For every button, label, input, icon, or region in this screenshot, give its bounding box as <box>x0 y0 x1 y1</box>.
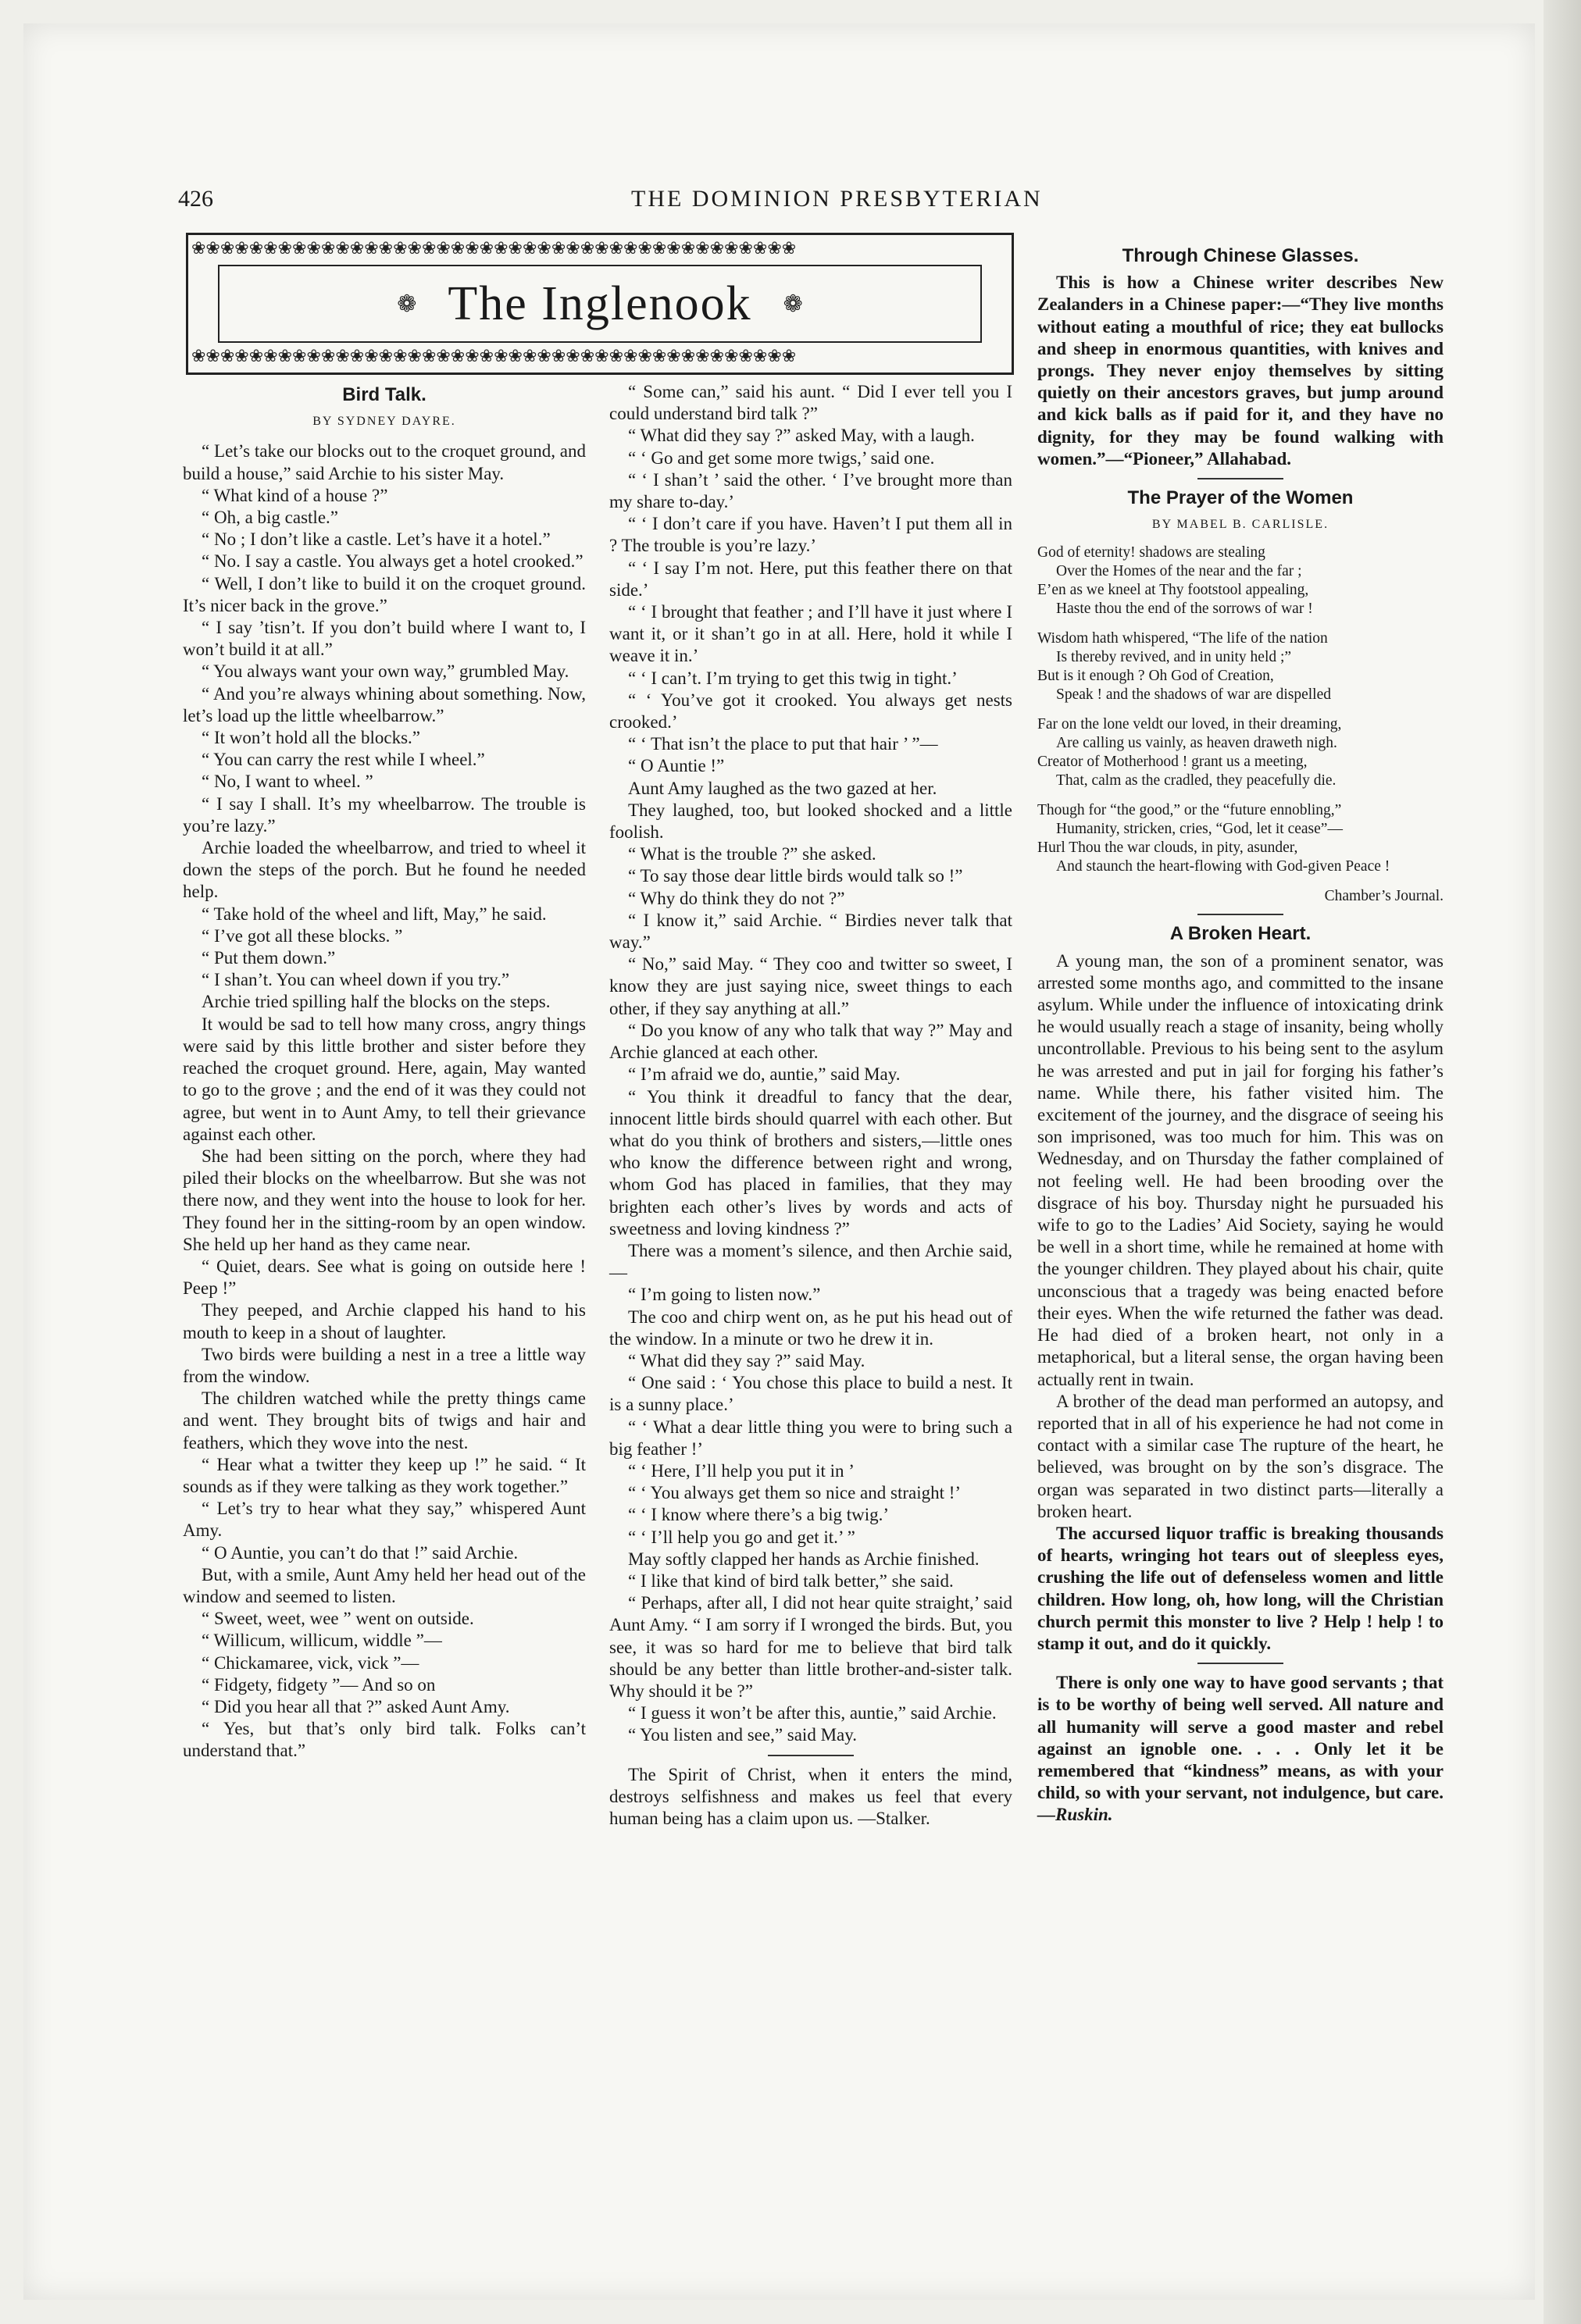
paragraph: “ I’ve got all these blocks. ” <box>202 925 403 946</box>
paragraph: “ It won’t hold all the blocks.” <box>202 728 420 748</box>
page-number: 426 <box>178 186 213 212</box>
spirit-quote: The Spirit of Christ, when it enters the mind, destroys selfishness and makes us feel that every human being has a claim upon us. —Stalker. <box>609 1764 1012 1828</box>
paragraph: “ O Auntie, you can’t do that !” said Archie. <box>202 1542 519 1563</box>
paragraph: “ ‘ You’ve got it crooked. You always get nests crooked.’ <box>609 690 1012 732</box>
paragraph: “ ‘ I shan’t ’ said the other. ‘ I’ve brought more than my share to-day.’ <box>609 469 1012 512</box>
banner-inner-frame <box>218 265 982 343</box>
poem-line: Speak ! and the shadows of war are dispelled <box>1056 686 1331 704</box>
paragraph: “ Fidgety, fidgety ”— And so on <box>202 1674 436 1695</box>
paragraph: “ Well, I don’t like to build it on the croquet ground. It’s nicer back in the grove.” <box>183 573 586 615</box>
paragraph: May softly clapped her hands as Archie finished. <box>628 1549 980 1569</box>
paragraph: “ What kind of a house ?” <box>202 485 388 505</box>
paragraph: “ You can carry the rest while I wheel.” <box>202 750 485 770</box>
paragraph: “ What is the trouble ?” she asked. <box>628 844 876 864</box>
paragraph: “ To say those dear little birds would talk so !” <box>628 866 963 886</box>
paragraph: “ ‘ I don’t care if you have. Haven’t I put them all in ? The trouble is you’re lazy.’ <box>609 514 1012 556</box>
paragraph: “ ‘ You always get them so nice and straight !’ <box>628 1483 962 1503</box>
paragraph: Two birds were building a nest in a tree a little way from the window. <box>183 1344 586 1386</box>
paragraph: “ I shan’t. You can wheel down if you try.” <box>202 970 510 990</box>
paragraph: “ ‘ I brought that feather ; and I’ll have it just where I want it, or it shan’t go in at all. Here, hold it while I weave it in.’ <box>609 602 1012 666</box>
poem-line: Is thereby revived, and in unity held ;” <box>1056 649 1292 666</box>
article-title-broken-heart: A Broken Heart. <box>1169 923 1312 945</box>
paragraph: “ I guess it won’t be after this, auntie,” said Archie. <box>628 1703 997 1723</box>
poem-line: Wisdom hath whispered, “The life of the nation <box>1037 630 1328 647</box>
paragraph: A brother of the dead man performed an autopsy, and reported that in all of his experience he had not come in contact with a similar case The rupture of the heart, he believed, was brought on by the son’s disgrace. The organ was separated in two distinct parts—literally a broken heart. <box>1037 1391 1444 1521</box>
paragraph: “ ‘ I say I’m not. Here, put this feather there on that side.’ <box>609 558 1012 600</box>
divider-rule <box>1197 478 1283 479</box>
paragraph: “ You always want your own way,” grumbled May. <box>202 661 569 682</box>
paragraph: There was a moment’s silence, and then Archie said,— <box>609 1240 1012 1283</box>
paragraph: “ You listen and see,” said May. <box>628 1725 857 1745</box>
paragraph: Archie tried spilling half the blocks on the steps. <box>202 992 551 1012</box>
paragraph: “ Oh, a big castle.” <box>202 508 338 528</box>
paragraph: “ Put them down.” <box>202 948 336 968</box>
paragraph: “ Willicum, willicum, widdle ”— <box>202 1631 442 1651</box>
poem-line: Haste thou the end of the sorrows of war ! <box>1056 601 1313 618</box>
banner-border-ornament: ❀❀❀❀❀❀❀❀❀❀❀❀❀❀❀❀❀❀❀❀❀❀❀❀❀❀❀❀❀❀❀❀❀❀❀❀❀❀❀❀❀❀ <box>191 240 797 258</box>
paragraph: But, with a smile, Aunt Amy held her head out of the window and seemed to listen. <box>183 1564 586 1606</box>
paragraph: “ No,” said May. “ They coo and twitter so sweet, I know they are just saying nice, sweet things to each other, if they say anything at all.” <box>609 954 1012 1018</box>
article-title-chinese-glasses: Through Chinese Glasses. <box>1122 245 1359 266</box>
paragraph: The accursed liquor traffic is breaking thousands of hearts, wringing hot tears out of sleepless eyes, crushing the life out of defenseless women and little children. How long, oh, how long, will the Christian church permit this monster to live ? Help ! help ! to stamp it out, and do it quickly. <box>1037 1523 1444 1653</box>
poem-source: Chamber’s Journal. <box>1324 888 1444 905</box>
journal-title: THE DOMINION PRESBYTERIAN <box>631 186 1043 212</box>
banner-border-ornament: ❀❀❀❀❀❀❀❀❀❀❀❀❀❀❀❀❀❀❀❀❀❀❀❀❀❀❀❀❀❀❀❀❀❀❀❀❀❀❀❀❀❀ <box>191 348 797 365</box>
poem-line: But is it enough ? Oh God of Creation, <box>1037 668 1274 685</box>
paragraph: “ Perhaps, after all, I did not hear quite straight,’ said Aunt Amy. “ I am sorry if I wronged the birds. But, you see, it was so hard for me to believe that bird talk should be any better than little brother-and-sister talk. Why should it be ?” <box>609 1593 1012 1701</box>
section-title: The Inglenook <box>448 276 752 330</box>
poem-stanza <box>1037 715 1444 790</box>
paragraph: They laughed, too, but looked shocked and a little foolish. <box>609 800 1012 843</box>
rosette-ornament-left: ❁ <box>397 290 417 317</box>
page-header <box>178 186 1043 217</box>
column-3 <box>1037 242 1444 1827</box>
paragraph: “ I’m going to listen now.” <box>628 1285 821 1305</box>
paragraph: “ O Auntie !” <box>628 756 725 776</box>
paragraph: “ ‘ I can’t. I’m trying to get this twig in tight.’ <box>628 668 958 688</box>
divider-rule <box>1197 914 1283 915</box>
paragraph: “ I like that kind of bird talk better,” she said. <box>628 1570 954 1591</box>
poem-line: Though for “the good,” or the “future ennobling,” <box>1037 802 1342 819</box>
article-byline: BY MABEL B. CARLISLE. <box>1151 518 1329 532</box>
article-title-bird-talk: Bird Talk. <box>342 384 426 405</box>
paragraph: “ Sweet, weet, wee ” went on outside. <box>202 1609 474 1629</box>
paragraph: “ Quiet, dears. See what is going on outside here ! Peep !” <box>183 1256 586 1299</box>
paragraph: “ ‘ Here, I’ll help you put it in ’ <box>628 1460 855 1481</box>
ruskin-quote <box>1037 1672 1444 1826</box>
paragraph: “ And you’re always whining about something. Now, let’s load up the little wheelbarrow.” <box>183 683 586 725</box>
paragraph: This is how a Chinese writer describes New Zealanders in a Chinese paper:—“They live months without eating a mouthful of rice; they eat bullocks and sheep in enormous quantities, with knives and prongs. They never enjoy themselves by sitting quietly on their ancestors graves, but jump around and kick balls as if paid for it, and they have no dignity, for they may be found walking with women.”—“Pioneer,” Allahabad. <box>1037 273 1444 469</box>
paragraph: “ Did you hear all that ?” asked Aunt Amy. <box>202 1696 510 1716</box>
column-1 <box>183 381 586 1763</box>
article-byline: BY SYDNEY DAYRE. <box>312 415 456 429</box>
paragraph: “ I say I shall. It’s my wheelbarrow. The trouble is you’re lazy.” <box>183 793 586 836</box>
paragraph: “ No ; I don’t like a castle. Let’s have it a hotel.” <box>202 529 551 550</box>
divider-rule <box>768 1755 854 1756</box>
paragraph: “ Let’s take our blocks out to the croquet ground, and build a house,” said Archie to his sister May. <box>183 441 586 483</box>
poem-stanza <box>1037 629 1444 704</box>
paragraph: It would be sad to tell how many cross, angry things were said by this little brother and sister before they reached the croquet ground. Here, again, May wanted to go to the grove ; and the end of it was they could not agree, but went in to Aunt Amy, to tell their grievance against each other. <box>183 1014 586 1144</box>
paragraph: “ One said : ‘ You chose this place to build a nest. It is a sunny place.’ <box>609 1373 1012 1415</box>
paragraph: “ I know it,” said Archie. “ Birdies never talk that way.” <box>609 910 1012 953</box>
ruskin-quote-text: There is only one way to have good servants ; that is to be worthy of being well served. All nature and all humanity will serve a good master and rebel against an ignoble one. . . . Only let it be remembered that “kindness” means, as with your child, so with your servant, not indulgence, but care. <box>1037 1673 1444 1803</box>
paragraph: Archie loaded the wheelbarrow, and tried to wheel it down the steps of the porch. But he found he needed help. <box>183 838 586 902</box>
paragraph: “ ‘ I know where there’s a big twig.’ <box>628 1505 890 1525</box>
page-edge <box>1544 0 1581 2324</box>
section-banner <box>186 233 1014 375</box>
paragraph: “ You think it dreadful to fancy that the dear, innocent little birds should quarrel with each other. But what do you think of brothers and sisters,—little ones who know the difference between right and wrong, whom God has placed in families, that they may brighten each other’s lives by words and acts of sweetness and loving kindness ?” <box>609 1086 1012 1239</box>
divider-rule <box>1197 1663 1283 1664</box>
paragraph: “ What did they say ?” asked May, with a laugh. <box>628 426 975 446</box>
paragraph: “ Hear what a twitter they keep up !” he said. “ It sounds as if they were talking as they work together.” <box>183 1454 586 1496</box>
paragraph: “ Some can,” said his aunt. “ Did I ever tell you I could understand bird talk ?” <box>609 382 1012 424</box>
paragraph: A young man, the son of a prominent senator, was arrested some months ago, and committed to the insane asylum. While under the influence of intoxicating drink he would usually reach a stage of insanity, being wholly uncontrollable. Previous to his being sent to the asylum he was arrested and put in jail for forging his father’s name. While there, his father visited him. The excitement of the journey, and the disgrace of seeing his son imprisoned, was too much for him. This was on Wednesday, and on Thursday the father complained of not feeling well. He had been brooding over the disgrace of his boy. Thursday night he pursuaded his wife to go to the Ladies’ Aid Society, saying he would be well in a short time, while he remained at home with the younger children. They played about his chair, quite unconscious that a tragedy was being enacted before their eyes. When the wife returned the father was dead. He had died of a broken heart, not only in a metaphorical, but a literal sense, the organ having been actually rent in twain. <box>1037 950 1444 1389</box>
poem-line: God of eternity! shadows are stealing <box>1037 544 1265 561</box>
poem-stanza <box>1037 544 1444 618</box>
poem-line: And staunch the heart-flowing with God-given Peace ! <box>1056 858 1390 875</box>
paragraph: “ Do you know of any who talk that way ?” May and Archie glanced at each other. <box>609 1020 1012 1063</box>
paragraph: “ Let’s try to hear what they say,” whispered Aunt Amy. <box>183 1499 586 1541</box>
rosette-ornament-right: ❁ <box>783 290 803 317</box>
poem-line: Over the Homes of the near and the far ; <box>1056 563 1302 580</box>
poem-line: E’en as we kneel at Thy footstool appealing, <box>1037 582 1309 599</box>
poem-line: Humanity, stricken, cries, “God, let it cease”— <box>1056 821 1343 838</box>
paragraph: “ ‘ I’ll help you go and get it.’ ” <box>628 1527 855 1547</box>
paragraph: “ Take hold of the wheel and lift, May,” he said. <box>202 904 547 924</box>
paragraph: “ ‘ That isn’t the place to put that hair ’ ”— <box>628 734 938 754</box>
paragraph: The children watched while the pretty things came and went. They brought bits of twigs and hair and feathers, which they wove into the nest. <box>183 1388 586 1452</box>
paragraph: “ I say ’tisn’t. If you don’t build where I want to, I won’t build it at all.” <box>183 618 586 660</box>
column-2 <box>609 381 1012 1830</box>
ruskin-signature: —Ruskin. <box>1037 1805 1113 1825</box>
poem-line: Far on the lone veldt our loved, in their dreaming, <box>1037 716 1342 733</box>
poem <box>1037 544 1444 906</box>
poem-line: Creator of Motherhood ! grant us a meeting, <box>1037 754 1308 771</box>
paragraph: She had been sitting on the porch, where they had piled their blocks on the wheelbarrow. But she was not there now, and they went into the house to look for her. They found her in the sitting-room by an open window. She held up her hand as they came near. <box>183 1146 586 1254</box>
paragraph: Aunt Amy laughed as the two gazed at her. <box>628 778 937 798</box>
poem-line: That, calm as the cradled, they peacefully die. <box>1056 772 1337 790</box>
paragraph: “ No, I want to wheel. ” <box>202 772 373 792</box>
paragraph: “ Why do think they do not ?” <box>628 888 845 908</box>
paragraph: “ ‘ What a dear little thing you were to bring such a big feather !’ <box>609 1417 1012 1459</box>
article-title-prayer: The Prayer of the Women <box>1127 487 1354 509</box>
paragraph: “ ‘ Go and get some more twigs,’ said one. <box>628 447 935 468</box>
poem-line: Hurl Thou the war clouds, in pity, asunder, <box>1037 839 1298 857</box>
paragraph: “ No. I say a castle. You always get a hotel crooked.” <box>202 551 584 572</box>
paragraph: “ What did they say ?” said May. <box>628 1350 865 1371</box>
paragraph: “ I’m afraid we do, auntie,” said May. <box>628 1064 901 1085</box>
paragraph: “ Chickamaree, vick, vick ”— <box>202 1652 419 1673</box>
paragraph: They peeped, and Archie clapped his hand to his mouth to keep in a shout of laughter. <box>183 1300 586 1342</box>
paragraph: “ Yes, but that’s only bird talk. Folks can’t understand that.” <box>183 1719 586 1761</box>
poem-line: Are calling us vainly, as heaven draweth nigh. <box>1056 735 1337 752</box>
poem-stanza <box>1037 801 1444 876</box>
paragraph: The coo and chirp went on, as he put his head out of the window. In a minute or two he drew it in. <box>609 1306 1012 1349</box>
